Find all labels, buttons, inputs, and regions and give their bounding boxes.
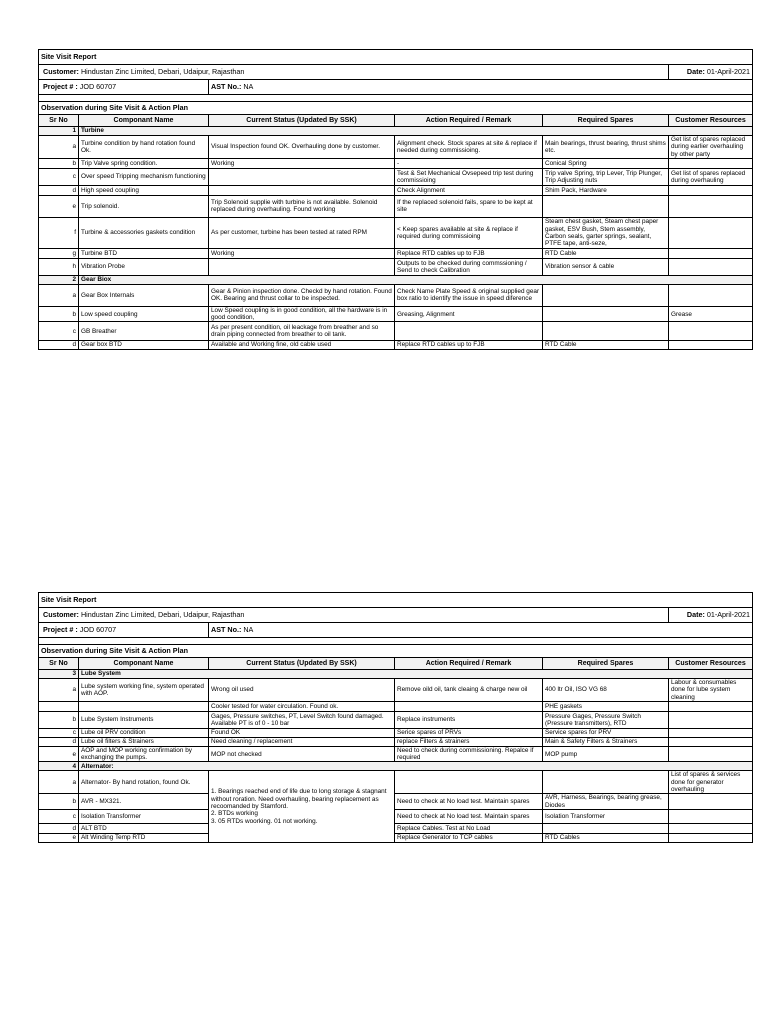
required-spares (543, 823, 669, 833)
table-row (39, 833, 753, 842)
column-header: Sr No (39, 115, 79, 127)
section-header-row (39, 275, 753, 284)
component-name: Turbine condition by hand rotation found Ok. (79, 136, 209, 159)
component-name: ALT BTD (79, 823, 209, 833)
date-value: 01-April-2021 (706, 67, 751, 77)
customer-resources (669, 809, 753, 823)
component-name: Gear Box Internals (79, 284, 209, 306)
sr-number: d (39, 823, 79, 833)
required-spares: Shim Pack, Hardware (543, 185, 669, 195)
current-status: Visual Inspection found OK. Overhauling done by customer. (209, 136, 395, 159)
customer-resources (669, 701, 753, 711)
current-status: Trip Solenoid supplie with turbine is not available. Solenoid replaced during overhauling. Found working (209, 195, 395, 217)
table-row (39, 341, 753, 349)
current-status: Working (209, 158, 395, 168)
component-name: Gear box BTD (79, 341, 209, 349)
section-header-row (39, 127, 753, 136)
component-name (79, 701, 209, 711)
sr-number: d (39, 185, 79, 195)
customer-resources (669, 746, 753, 762)
action-required: Need to check at No load test. Maintain spares (395, 794, 543, 810)
sr-number: g (39, 248, 79, 258)
current-status: Cooler tested for water circulation. Found ok. (209, 701, 395, 711)
action-required: < Keep spares available at site & replace if required during commissioing (395, 217, 543, 248)
customer-value: Hindustan Zinc Limited, Debari, Udaipur, Rajasthan (80, 610, 245, 620)
ast-cell (209, 623, 753, 638)
required-spares: MOP pump (543, 746, 669, 762)
customer-cell (39, 65, 669, 80)
section-number: 4 (39, 762, 79, 771)
table-row (39, 195, 753, 217)
required-spares: PHE gaskets (543, 701, 669, 711)
report-title-row (39, 593, 753, 608)
ast-value: NA (243, 82, 254, 92)
customer-resources (669, 248, 753, 258)
table-row (39, 322, 753, 341)
site-visit-report-sheet-2 (38, 592, 752, 843)
current-status-merged: 1. Bearings reached end of life due to long storage & stagnant without roration. Need overhauling, bearing replacement as recoomanded by Stamford. 2. BTDs working 3. 05 RTDs woorking. 01 not working. (209, 771, 395, 842)
sr-number: f (39, 217, 79, 248)
report-title-row (39, 50, 753, 65)
sr-number: b (39, 711, 79, 728)
ast-cell (209, 80, 753, 95)
required-spares (543, 284, 669, 306)
current-status: Low Speed coupling is in good condition, all the hardware is in good condition, (209, 306, 395, 322)
required-spares (543, 322, 669, 341)
customer-label: Customer: (43, 610, 79, 620)
customer-row (39, 65, 753, 80)
table-row (39, 823, 753, 833)
customer-resources (669, 728, 753, 737)
column-header: Required Spares (543, 115, 669, 127)
action-required: Serice spares of PRVs (395, 728, 543, 737)
column-header: Action Required / Remark (395, 658, 543, 670)
current-status: MOP not checked (209, 746, 395, 762)
component-name: GB Breather (79, 322, 209, 341)
spacer-cell (39, 95, 753, 102)
customer-resources (669, 284, 753, 306)
project-row (39, 623, 753, 638)
current-status: As per present condition, oil leackage from breather and so drain piping connected from breather to oil tank. (209, 322, 395, 341)
spacer-row (39, 638, 753, 645)
component-name: Alternator- By hand rotation, found Ok. (79, 771, 209, 794)
required-spares: RTD Cable (543, 341, 669, 349)
action-required (395, 771, 543, 794)
site-visit-report-sheet-1 (38, 49, 752, 350)
customer-resources: Get list of spares replaced during earlier overhauling by other party (669, 136, 753, 159)
component-name: AVR - MX321. (79, 794, 209, 810)
project-row (39, 80, 753, 95)
sr-number: c (39, 168, 79, 185)
action-required: Replace RTD cables up to FJB (395, 248, 543, 258)
sr-number: a (39, 136, 79, 159)
current-status: Found OK (209, 728, 395, 737)
required-spares (543, 306, 669, 322)
table-row (39, 306, 753, 322)
current-status: Need cleaning / replacement (209, 737, 395, 746)
customer-resources: List of spares & services done for generator overhauling (669, 771, 753, 794)
action-required: Check Name Plate Speed & original supplied gear box ratio to identify the issue in speed diference (395, 284, 543, 306)
column-header: Required Spares (543, 658, 669, 670)
action-required: Replace Generator to TCP cables (395, 833, 543, 842)
table-row (39, 158, 753, 168)
component-name: Trip Valve spring condition. (79, 158, 209, 168)
ast-value: NA (243, 625, 254, 635)
table-row (39, 737, 753, 746)
current-status: Gear & Pinion inspection done. Checkd by hand rotation. Found OK. Bearing and thrust collar to be inspected. (209, 284, 395, 306)
required-spares: Main bearings, thrust bearing, thrust shims etc. (543, 136, 669, 159)
required-spares: AVR, Harness, Bearings, bearing grease, Diodes (543, 794, 669, 810)
sr-number: b (39, 158, 79, 168)
project-value: JOD 60707 (79, 625, 117, 635)
action-required: - (395, 158, 543, 168)
action-required: Need to check at No load test. Maintain spares (395, 809, 543, 823)
report-title: Site Visit Report (39, 593, 753, 608)
customer-label: Customer: (43, 67, 79, 77)
observation-title-row (39, 645, 753, 658)
date-cell (669, 65, 753, 80)
sr-number: b (39, 794, 79, 810)
table-row (39, 217, 753, 248)
customer-resources (669, 794, 753, 810)
current-status: As per customer, turbine has been tested at rated RPM (209, 217, 395, 248)
action-required: Check Alignment (395, 185, 543, 195)
section-number: 3 (39, 670, 79, 679)
customer-resources (669, 185, 753, 195)
component-name: Trip solenoid. (79, 195, 209, 217)
required-spares: Conical Spring (543, 158, 669, 168)
customer-row (39, 608, 753, 623)
required-spares: RTD Cables (543, 833, 669, 842)
project-cell (39, 623, 209, 638)
component-name: AOP and MOP working confirmation by exchanging the pumps. (79, 746, 209, 762)
table-row (39, 185, 753, 195)
ast-label: AST No.: (211, 625, 242, 635)
customer-resources: Grease (669, 306, 753, 322)
component-name: Turbine BTD (79, 248, 209, 258)
sr-number (39, 701, 79, 711)
sr-number: b (39, 306, 79, 322)
component-name: Over speed Tripping mechanism functioning (79, 168, 209, 185)
action-required: Alignment check. Stock spares at site & replace if needed during commissioing. (395, 136, 543, 159)
table-row (39, 258, 753, 275)
table-row (39, 771, 753, 794)
section-number: 2 (39, 275, 79, 284)
component-name: Low speed coupling (79, 306, 209, 322)
current-status (209, 185, 395, 195)
action-required: Replace RTD cables up to FJB (395, 341, 543, 349)
required-spares: Steam chest gasket, Steam chest paper gasket, ESV Bush, Stem assembly, Carbon seals, garter springs, sealant, PTFE tape, anti-seze, (543, 217, 669, 248)
project-value: JOD 60707 (79, 82, 117, 92)
customer-resources (669, 833, 753, 842)
sr-number: h (39, 258, 79, 275)
action-required: Greasing, Alignment (395, 306, 543, 322)
action-required: Replace Cables. Test at No Load (395, 823, 543, 833)
sr-number: c (39, 728, 79, 737)
observation-title: Observation during Site Visit & Action Plan (39, 102, 753, 115)
column-header: Componant Name (79, 658, 209, 670)
table-row (39, 809, 753, 823)
customer-resources (669, 823, 753, 833)
required-spares: Pressure Gages, Pressure Switch (Pressure transmitters), RTD (543, 711, 669, 728)
required-spares: Trip valve Spring, trip Lever, Trip Plunger, Trip Adjusting nuts (543, 168, 669, 185)
observation-title-row (39, 102, 753, 115)
component-name: High speed coupling (79, 185, 209, 195)
sr-number: d (39, 737, 79, 746)
sr-number: e (39, 746, 79, 762)
action-required: Remove oild oil, tank cleaing & charge new oil (395, 679, 543, 702)
component-name: Vibration Probe (79, 258, 209, 275)
sr-number: a (39, 284, 79, 306)
table-row (39, 701, 753, 711)
customer-resources (669, 341, 753, 349)
table-row (39, 728, 753, 737)
column-header-row (39, 115, 753, 127)
required-spares: Main & Safety Filters & Strainers (543, 737, 669, 746)
customer-resources (669, 737, 753, 746)
column-header: Current Status (Updated By SSK) (209, 658, 395, 670)
component-name: Isolation Transformer (79, 809, 209, 823)
spacer-row (39, 95, 753, 102)
date-cell (669, 608, 753, 623)
action-required: Test & Set Mechanical Ovsepeed trip test during commissioing (395, 168, 543, 185)
section-name: Alternator: (79, 762, 753, 771)
customer-resources (669, 195, 753, 217)
project-label: Project # : (43, 625, 78, 635)
action-required: Outputs to be checked during commssioning / Send to check Calibration (395, 258, 543, 275)
ast-label: AST No.: (211, 82, 242, 92)
required-spares: Service spares for PRV (543, 728, 669, 737)
current-status (209, 168, 395, 185)
table-row (39, 711, 753, 728)
date-label: Date: (686, 67, 705, 77)
customer-resources: Labour & consumables done for lube system cleaning (669, 679, 753, 702)
table-row (39, 136, 753, 159)
required-spares: Vibration sensor & cable (543, 258, 669, 275)
customer-resources (669, 217, 753, 248)
current-status: Gages, Pressure switches, PT, Level Switch found damaged. Available PT is of 0 - 10 bar (209, 711, 395, 728)
customer-resources: Get list of spares replaced during overhauling (669, 168, 753, 185)
sr-number: a (39, 679, 79, 702)
sr-number: e (39, 833, 79, 842)
report-title: Site Visit Report (39, 50, 753, 65)
column-header: Current Status (Updated By SSK) (209, 115, 395, 127)
table-row (39, 168, 753, 185)
required-spares: Isolation Transformer (543, 809, 669, 823)
table-row (39, 679, 753, 702)
section-number: 1 (39, 127, 79, 136)
current-status: Wrong oil used (209, 679, 395, 702)
report-table (38, 592, 753, 843)
action-required: Need to check during commissioning. Repalce if required (395, 746, 543, 762)
component-name: Turbine & accessories gaskets condition (79, 217, 209, 248)
component-name: Alt Winding Temp RTD (79, 833, 209, 842)
section-name: Gear Biox (79, 275, 753, 284)
sr-number: e (39, 195, 79, 217)
column-header: Componant Name (79, 115, 209, 127)
sr-number: a (39, 771, 79, 794)
action-required: If the replaced solenoid fails, spare to be kept at site (395, 195, 543, 217)
table-row (39, 284, 753, 306)
project-cell (39, 80, 209, 95)
column-header: Customer Resources (669, 658, 753, 670)
action-required (395, 701, 543, 711)
table-row (39, 794, 753, 810)
current-status: Available and Working fine, old cable used (209, 341, 395, 349)
current-status: Working (209, 248, 395, 258)
date-label: Date: (686, 610, 705, 620)
observation-title: Observation during Site Visit & Action Plan (39, 645, 753, 658)
action-required: Replace instruments (395, 711, 543, 728)
sr-number: c (39, 322, 79, 341)
column-header: Action Required / Remark (395, 115, 543, 127)
column-header: Customer Resources (669, 115, 753, 127)
action-required (395, 322, 543, 341)
project-label: Project # : (43, 82, 78, 92)
customer-resources (669, 322, 753, 341)
sr-number: c (39, 809, 79, 823)
required-spares: 400 ltr Oil, ISO VG 68 (543, 679, 669, 702)
customer-resources (669, 711, 753, 728)
date-value: 01-April-2021 (706, 610, 751, 620)
customer-resources (669, 158, 753, 168)
customer-cell (39, 608, 669, 623)
component-name: Lube system working fine, system operated with AOP. (79, 679, 209, 702)
required-spares: RTD Cable (543, 248, 669, 258)
column-header: Sr No (39, 658, 79, 670)
component-name: Lube oil filters & Strainers (79, 737, 209, 746)
customer-resources (669, 258, 753, 275)
required-spares (543, 195, 669, 217)
required-spares (543, 771, 669, 794)
customer-value: Hindustan Zinc Limited, Debari, Udaipur, Rajasthan (80, 67, 245, 77)
component-name: Lube System Instruments (79, 711, 209, 728)
section-header-row (39, 762, 753, 771)
table-row (39, 248, 753, 258)
current-status (209, 258, 395, 275)
column-header-row (39, 658, 753, 670)
report-table (38, 49, 753, 350)
section-name: Turbine (79, 127, 753, 136)
component-name: Lube oil PRV condition (79, 728, 209, 737)
spacer-cell (39, 638, 753, 645)
action-required: replace Filters & strainers (395, 737, 543, 746)
sr-number: d (39, 341, 79, 349)
section-header-row (39, 670, 753, 679)
section-name: Lube System (79, 670, 753, 679)
table-row (39, 746, 753, 762)
